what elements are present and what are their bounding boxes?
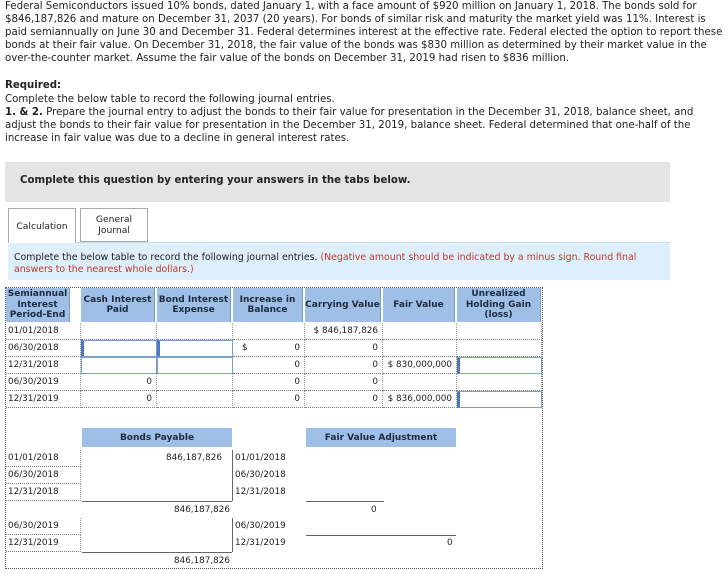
unrealized-gain-input[interactable] — [457, 391, 542, 408]
t-account-date: 12/31/2018 — [235, 487, 286, 497]
carrying-value-cell: 0 — [305, 391, 383, 408]
tab-general-journal[interactable] — [80, 208, 148, 242]
carrying-value-cell: 0 — [305, 357, 383, 374]
required-text — [5, 93, 723, 145]
gain-cell — [457, 323, 542, 340]
row-period: 06/30/2018 — [6, 340, 81, 357]
tab-calculation[interactable]: Calculation — [8, 208, 76, 243]
t-account-date: 01/01/2018 — [6, 450, 81, 467]
row-period: 06/30/2019 — [6, 374, 81, 391]
fair-value-cell — [383, 374, 457, 391]
carrying-value-cell: $ 846,187,826 — [305, 323, 383, 340]
t-account-date: 12/31/2018 — [6, 484, 81, 501]
bonds-payable-ending-balance: 846,187,826 — [174, 556, 230, 566]
expense-cell — [157, 374, 233, 391]
increase-cell: 0 — [233, 374, 305, 391]
fair-value-adjustment-balance: 0 — [371, 505, 377, 515]
gain-cell — [457, 340, 542, 357]
t-account-date: 06/30/2018 — [6, 467, 81, 484]
problem-statement: Federal Semiconductors issued 10% bonds, dated January 1, with a face amount of $920 million on January 1, 2018. The bonds sold for $846,187,826 and mature on December 31, 2037 (20 years). For bonds of similar risk and maturity the market yield was 11%. Interest is paid semiannually on June 30 and December 31. Federal determines interest at the effective rate. Federal elected the option to report these bonds at their fair value. On December 31, 2018, the fair value of the bonds was $830 million as determined by their market value in the over-the-counter market. Assume the fair value of the bonds on December 31, 2019 had risen to $836 million. — [5, 1, 723, 65]
expense-cell — [157, 323, 233, 340]
increase-cell: 0 — [233, 357, 305, 374]
header-carrying-value: Carrying Value — [305, 288, 381, 322]
expense-cell — [157, 391, 233, 408]
banner-text: Complete this question by entering your answers in the tabs below. — [20, 175, 411, 186]
required-part-label: 1. & 2. — [5, 107, 43, 119]
row-period: 12/31/2018 — [6, 357, 81, 374]
dollar-sign: $ — [242, 343, 248, 353]
increase-cell — [233, 323, 305, 340]
fair-value-adjustment-ending-balance: 0 — [447, 538, 453, 548]
increase-cell: 0 — [233, 391, 305, 408]
instructions-main: Complete the below table to record the following journal entries. — [14, 252, 321, 263]
bonds-payable-label: Bonds Payable — [82, 428, 232, 447]
header-fair-value: Fair Value — [383, 288, 455, 322]
fair-value-cell: $ 836,000,000 — [383, 391, 457, 408]
required-line-1: Complete the below table to record the following journal entries. — [5, 94, 335, 105]
header-increase-balance: Increase in Balance — [233, 288, 303, 322]
tab-general-journal-label: General Journal — [95, 214, 133, 236]
t-account-date: 12/31/2019 — [6, 535, 81, 552]
header-cash-interest: Cash Interest Paid — [81, 288, 155, 322]
t-account-divider — [232, 450, 233, 501]
fair-value-cell — [383, 323, 457, 340]
fair-value-cell: $ 830,000,000 — [383, 357, 457, 374]
cash-cell: 0 — [81, 391, 157, 408]
bonds-payable-credit: 846,187,826 — [166, 453, 222, 463]
header-interest-expense: Bond Interest Expense — [157, 288, 231, 322]
cash-cell — [81, 323, 157, 340]
instructions-note: (Negative amount should be indicated by a minus sign. Round final answers to the nearest whole dollars.) — [14, 252, 637, 275]
unrealized-gain-input[interactable] — [457, 357, 542, 374]
instructions-text — [14, 252, 664, 276]
t-account-divider — [232, 518, 233, 552]
t-account-date: 12/31/2019 — [235, 538, 286, 548]
cash-interest-input[interactable] — [81, 357, 157, 374]
t-account-date: 01/01/2018 — [235, 453, 286, 463]
required-heading: Required: — [5, 80, 62, 91]
interest-expense-input[interactable] — [157, 340, 233, 357]
t-account-date: 06/30/2019 — [6, 518, 81, 535]
question-banner — [5, 162, 670, 202]
t-account-date: 06/30/2019 — [235, 521, 286, 531]
fair-value-cell — [383, 340, 457, 357]
header-unrealized-gain: Unrealized Holding Gain (loss) — [457, 288, 541, 322]
fair-value-adjustment-label: Fair Value Adjustment — [306, 428, 456, 447]
instructions-panel — [8, 242, 670, 280]
carrying-value-cell: 0 — [305, 374, 383, 391]
bonds-payable-balance: 846,187,826 — [174, 505, 230, 515]
cash-cell: 0 — [81, 374, 157, 391]
row-period: 01/01/2018 — [6, 323, 81, 340]
interest-expense-input[interactable] — [157, 357, 233, 374]
cash-interest-input[interactable] — [81, 340, 157, 357]
increase-cell: 0 — [233, 340, 305, 357]
t-account-total-line — [306, 535, 456, 536]
t-account-date: 06/30/2018 — [235, 470, 286, 480]
gain-cell — [457, 374, 542, 391]
header-period: Semiannual Interest Period-End — [6, 288, 70, 322]
row-period: 12/31/2019 — [6, 391, 81, 408]
required-line-2: Prepare the journal entry to adjust the bonds to their fair value for presentation in the December 31, 2018, balance sheet, and adjust the bonds to their fair value for presentation in the December 31, 2019, balance sheet. Federal determined that one-half of the increase in fair value was due to a decline in general interest rates. — [5, 107, 694, 145]
carrying-value-cell: 0 — [305, 340, 383, 357]
